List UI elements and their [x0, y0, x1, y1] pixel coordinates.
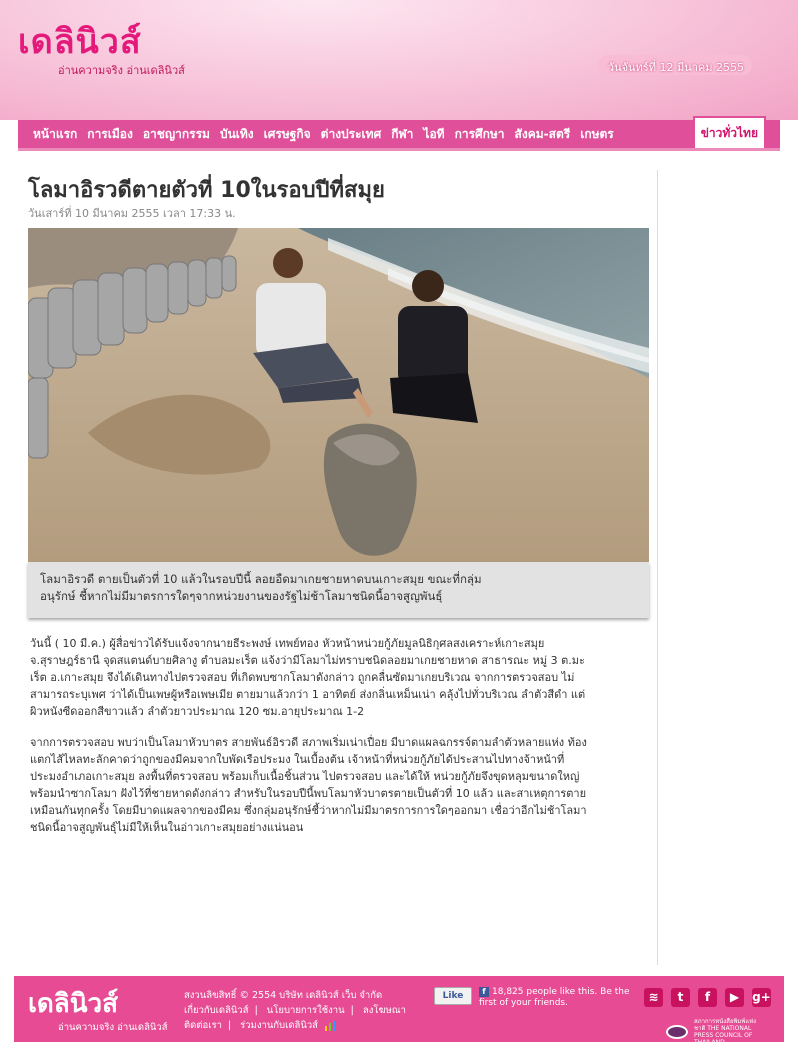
google-plus-icon[interactable]: g+ [752, 988, 771, 1007]
article-title: โลมาอิรวดีตายตัวที่ 10ในรอบปีที่สมุย [28, 178, 385, 203]
body-line: วันนี้ ( 10 มี.ค.) ผู้สื่อข่าวได้รับแจ้งจากนายธีระพงษ์ เทพย์ทอง หัวหน้าหน่วยกู้ภัยมูลนิธิกุศลสงเคราะห์เกาะสมุย [30, 637, 545, 650]
footer-logo[interactable]: เดลินิวส์ [28, 989, 118, 1019]
facebook-like-count: f 18,825 people like this. Be the first of your friends. [479, 987, 630, 1008]
body-line: จากการตรวจสอบ พบว่าเป็นโลมาหัวบาตร สายพันธ์อิรวดี สภาพเริ่มเน่าเปื่อย มีบาดแผลฉกรรจ์ตามลำตัวหลายแห่ง ท้อง [30, 736, 587, 749]
photo-caption [28, 562, 649, 618]
body-line: พร้อมนำซากโลมา ฝังไว้ที่ชายหาดดังกล่าว สำหรับในรอบปีนี้พบโลมาหัวบาตรตายเป็นตัวที่ 10 แล้ว และสาเหตุการตาย [30, 787, 587, 800]
press-council-emblem-icon [666, 1025, 688, 1039]
nav-item-it[interactable]: ไอที [423, 127, 445, 141]
article-photo [28, 228, 649, 562]
nav-item-economy[interactable]: เศรษฐกิจ [263, 127, 311, 141]
body-line: ผิวหนังซีดออกสีขาวแล้ว ลำตัวยาวประมาณ 120 ซม.อายุประมาณ 1-2 [30, 705, 365, 718]
body-line: ชนิดนี้อาจสูญพันธุ์ไม่มีให้เห็นในอ่าวเกาะสมุยอย่างแน่นอน [30, 821, 304, 834]
nav-underline [18, 148, 780, 151]
nav-item-agriculture[interactable]: เกษตร [580, 127, 614, 141]
current-date: วันจันทร์ที่ 12 มีนาคม 2555 [598, 55, 752, 75]
footer-link-advertise[interactable]: ลงโฆษณา [362, 1005, 406, 1016]
rss-icon[interactable]: ≋ [644, 988, 663, 1007]
press-council-logo[interactable] [666, 1018, 764, 1046]
body-line: จ.สุราษฎร์ธานี จุดสแตนด์บายศิลางู ตำบลมะเร็ต แจ้งว่ามีโลมาไม่ทราบชนิดลอยมาเกยชายหาด สาธารณะ หมู่ 3 ต.มะ [30, 654, 585, 667]
article-paragraph-2 [30, 734, 655, 836]
youtube-icon[interactable]: ▶ [725, 988, 744, 1007]
site-tagline: อ่านความจริง อ่านเดลินิวส์ [58, 64, 185, 77]
nav-item-foreign[interactable]: ต่างประเทศ [320, 127, 382, 141]
body-line: เหมือนกันทุกครั้ง โดยมีบาดแผลจากของมีคม ซึ่งกลุ่มอนุรักษ์ชี้ว่าหากไม่มีมาตรการการใดๆออกมา เชื่อว่าอีกไม่ช้าโลมา [30, 804, 587, 817]
nav-item-sports[interactable]: กีฬา [391, 127, 414, 141]
nav-item-society[interactable]: สังคม-สตรี [514, 127, 571, 141]
body-line: ประมงอำเภอเกาะสมุย ลงพื้นที่ตรวจสอบ พร้อมเก็บเนื้อชิ้นส่วน ไปตรวจสอบ และได้ให้ หน่วยกู้ภัยจึงขุดหลุมขนาดใหญ่ [30, 770, 580, 783]
bar-chart-icon [325, 1021, 335, 1031]
nav-item-politics[interactable]: การเมือง [87, 127, 133, 141]
nav-item-education[interactable]: การศึกษา [454, 127, 505, 141]
site-header [0, 0, 798, 120]
caption-line: อนุรักษ์ ชี้หากไม่มีมาตรการใดๆจากหน่วยงานของรัฐไม่ช้าโลมาชนิดนี้อาจสูญพันธุ์ [40, 589, 443, 603]
copyright: สงวนลิขสิทธิ์ © 2554 บริษัท เดลินิวส์ เว็บ จำกัด [184, 990, 383, 1001]
article-paragraph-1 [30, 635, 655, 720]
press-council-text: สภาการหนังสือพิมพ์แห่งชาติ THE NATIONAL PRESS COUNCIL OF THAILAND [694, 1018, 757, 1046]
social-icons [644, 988, 771, 1007]
footer-links: สงวนลิขสิทธิ์ © 2554 บริษัท เดลินิวส์ เว็บ จำกัด เกี่ยวกับเดลินิวส์ | นโยบายการใช้งาน | ลงโฆษณา ติดต่อเรา | ร่วมงานกับเดลินิวส์ [184, 990, 406, 1031]
footer-tagline: อ่านความจริง อ่านเดลินิวส์ [58, 1022, 168, 1033]
body-line: เร็ต อ.เกาะสมุย จึงได้เดินทางไปตรวจสอบ ที่เกิดพบซากโลมาดังกล่าว ถูกคลื่นซัดมาเกยบริเวณ จากการตรวจสอบ ไม่ [30, 671, 575, 684]
body-line: แตกไส้ไหลทะลักคาดว่าถูกของมีคมจากใบพัดเรือประมง ในเบื้องต้น เจ้าหน้าที่หน่วยกู้ภัยได้ประสานไปทางจ้าหน้าที่ [30, 753, 565, 766]
nav-item-regional-active[interactable]: ข่าวทั่วไทย [693, 116, 766, 148]
body-line: สามารถระบุเพศ ว่าได้เป็นเพษผู้หรือเพษเมีย ตายมาแล้วกว่า 1 อาทิตย์ ส่งกลิ่นเหม็นเน่า คลุ้งไปทั่วบริเวณ ลำตัวสีดำ แต่ [30, 688, 586, 701]
footer-link-about[interactable]: เกี่ยวกับเดลินิวส์ [184, 1005, 249, 1016]
main-nav [18, 120, 780, 148]
footer-link-careers[interactable]: ร่วมงานกับเดลินิวส์ [240, 1020, 318, 1031]
site-logo[interactable]: เดลินิวส์ [18, 22, 142, 62]
site-footer [14, 976, 784, 1046]
nav-item-entertainment[interactable]: บันเทิง [219, 127, 254, 141]
nav-item-crime[interactable]: อาชญากรรม [142, 127, 210, 141]
facebook-like-button[interactable]: Like [434, 987, 472, 1005]
article-date: วันเสาร์ที่ 10 มีนาคม 2555 เวลา 17:33 น. [28, 207, 236, 220]
footer-link-contact[interactable]: ติดต่อเรา [184, 1020, 222, 1031]
nav-item-home[interactable]: หน้าแรก [33, 127, 78, 141]
caption-line: โลมาอิรวดี ตายเป็นตัวที่ 10 แล้วในรอบปีนี้ ลอยอืดมาเกยชายหาดบนเกาะสมุย ขณะที่กลุ่ม [40, 572, 482, 586]
sidebar-divider [657, 170, 658, 965]
footer-link-policy[interactable]: นโยบายการใช้งาน [266, 1005, 345, 1016]
twitter-icon[interactable]: t [671, 988, 690, 1007]
facebook-icon: f [479, 987, 489, 997]
facebook-icon[interactable]: f [698, 988, 717, 1007]
